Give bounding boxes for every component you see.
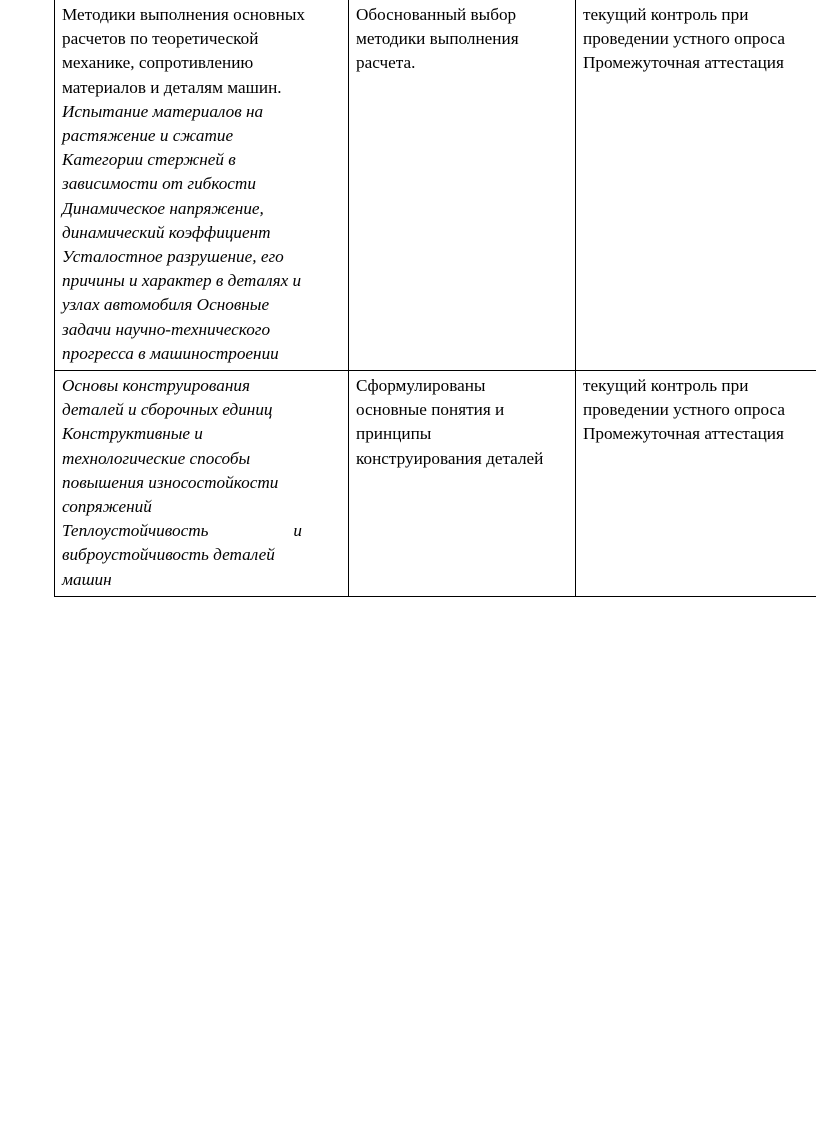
assessment-line: текущий контроль при (583, 376, 749, 396)
table-row (55, 0, 816, 371)
topic-line: расчетов по теоретической (62, 29, 259, 49)
topic-italic-line: Категории стержней в (62, 150, 236, 170)
topic-italic-line: виброустойчивость деталей (62, 545, 275, 565)
topic-italic-line: задачи научно-технического (62, 319, 271, 339)
topic-spread-word: Теплоустойчивость (62, 521, 209, 541)
topic-italic-line: Динамическое напряжение, (62, 198, 264, 218)
topic-italic-line: Усталостное разрушение, его (62, 247, 284, 267)
topic-italic-line: узлах автомобиля Основные (62, 295, 270, 315)
assessment-line: проведении устного опроса (583, 400, 785, 420)
topic-italic-line: прогресса в машиностроении (62, 343, 279, 363)
topic-cell (55, 0, 349, 371)
topic-italic-line: деталей и сборочных единиц (62, 400, 273, 420)
topic-italic-line: зависимости от гибкости (62, 174, 256, 194)
topic-italic-line: растяжение и сжатие (62, 126, 234, 146)
topic-line: механике, сопротивлению (62, 53, 254, 73)
outcome-line: расчета. (356, 53, 416, 73)
topic-italic-line: Конструктивные и (62, 424, 203, 444)
outcome-cell (349, 371, 576, 597)
outcome-line: Сформулированы (356, 376, 486, 396)
topic-italic-line: сопряжений (62, 497, 152, 517)
assessment-cell (576, 0, 816, 371)
topic-line: материалов и деталям машин. (62, 77, 282, 97)
topic-italic-line: машин (62, 569, 112, 589)
topic-italic-line: Основы конструирования (62, 376, 250, 396)
topic-line: Методики выполнения основных (62, 5, 305, 24)
outcome-line: методики выполнения (356, 29, 519, 49)
assessment-line: Промежуточная аттестация (583, 424, 784, 444)
outcome-line: конструирования деталей (356, 448, 544, 468)
topic-italic-line: динамический коэффициент (62, 222, 271, 242)
topic-cell (55, 371, 349, 597)
assessment-cell (576, 371, 816, 597)
topic-spread-line (62, 519, 302, 543)
topic-italic-line: причины и характер в деталях и (62, 271, 302, 291)
assessment-line: проведении устного опроса (583, 29, 785, 49)
topic-italic-line: технологические способы (62, 448, 251, 468)
table-row (55, 371, 816, 597)
outcome-line: Обоснованный выбор (356, 5, 517, 24)
topic-spread-word: и (293, 521, 302, 541)
topic-italic-line: Испытание материалов на (62, 101, 264, 121)
assessment-line: текущий контроль при (583, 5, 749, 24)
assessment-line: Промежуточная аттестация (583, 53, 784, 73)
outcome-line: принципы (356, 424, 432, 444)
topic-italic-line: повышения износостойкости (62, 472, 279, 492)
outcome-line: основные понятия и (356, 400, 505, 420)
competency-table (54, 0, 816, 597)
outcome-cell (349, 0, 576, 371)
